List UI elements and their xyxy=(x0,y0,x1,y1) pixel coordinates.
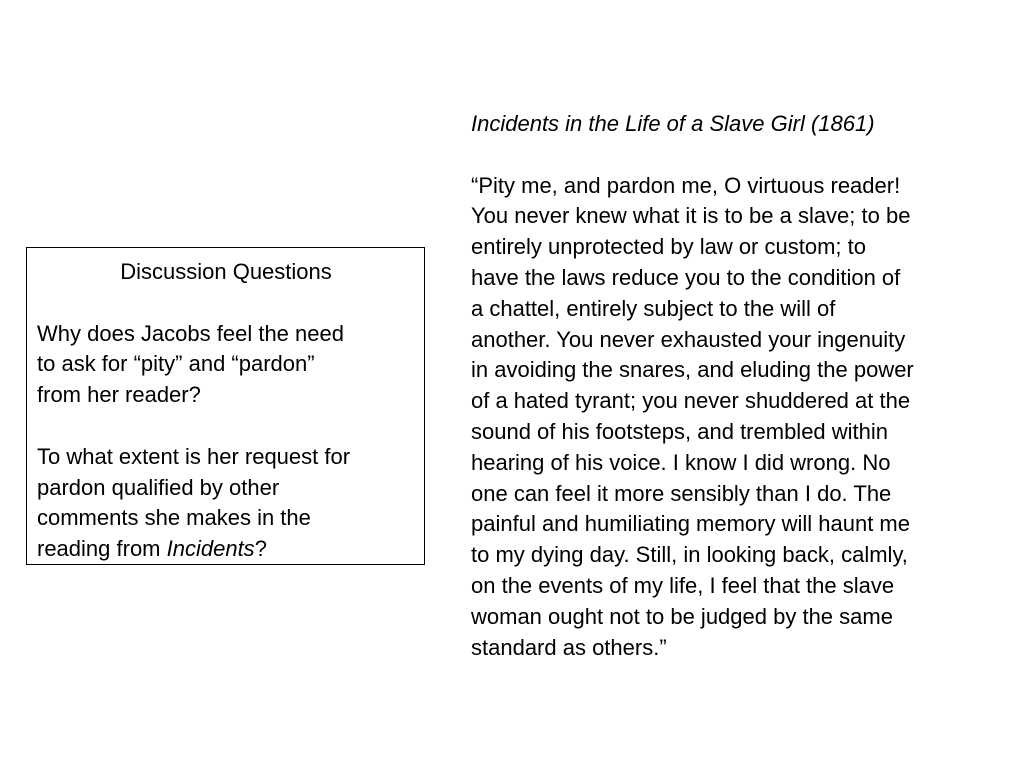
question-line: Why does Jacobs feel the need xyxy=(37,320,344,346)
discussion-heading: Discussion Questions xyxy=(120,259,332,284)
quote-line: to my dying day. Still, in looking back, calmly, xyxy=(471,542,908,568)
quote-line: one can feel it more sensibly than I do. The xyxy=(471,480,892,506)
question-text-suffix: ? xyxy=(254,536,267,562)
quote-line: painful and humiliating memory will haunt me xyxy=(471,511,910,537)
quote-line: of a hated tyrant; you never shuddered at the xyxy=(471,388,911,414)
quote-line: standard as others.” xyxy=(471,634,667,660)
question-line: comments she makes in the xyxy=(37,505,311,531)
quote-line: hearing of his voice. I know I did wrong. No xyxy=(471,449,891,475)
quote-line: in avoiding the snares, and eluding the power xyxy=(471,357,914,383)
quote-line: “Pity me, and pardon me, O virtuous reader! xyxy=(471,172,901,198)
quote-line: on the events of my life, I feel that the slave xyxy=(471,572,895,598)
quote-line: entirely unprotected by law or custom; to xyxy=(471,234,866,260)
excerpt-title: Incidents in the Life of a Slave Girl (1861) xyxy=(471,111,875,136)
quote-line: another. You never exhausted your ingenuity xyxy=(471,326,906,352)
excerpt-block xyxy=(471,109,1011,663)
book-title-italic: Incidents xyxy=(166,536,255,562)
quote-line: woman ought not to be judged by the same xyxy=(471,603,893,629)
quote-line: You never knew what it is to be a slave; to be xyxy=(471,203,911,229)
question-line: pardon qualified by other xyxy=(37,474,280,500)
quote-line: sound of his footsteps, and trembled within xyxy=(471,418,889,444)
question-line: To what extent is her request for xyxy=(37,443,351,469)
question-line: from her reader? xyxy=(37,382,201,408)
question-text-prefix: reading from xyxy=(37,536,167,562)
quote-line: have the laws reduce you to the condition of xyxy=(471,264,901,290)
question-line: to ask for “pity” and “pardon” xyxy=(37,351,315,377)
discussion-questions-box xyxy=(26,247,425,565)
discussion-question-1 xyxy=(37,319,415,411)
discussion-question-2 xyxy=(37,442,415,565)
quote-line: a chattel, entirely subject to the will of xyxy=(471,295,836,321)
question-line-last xyxy=(37,534,415,565)
excerpt-quote xyxy=(471,171,991,664)
